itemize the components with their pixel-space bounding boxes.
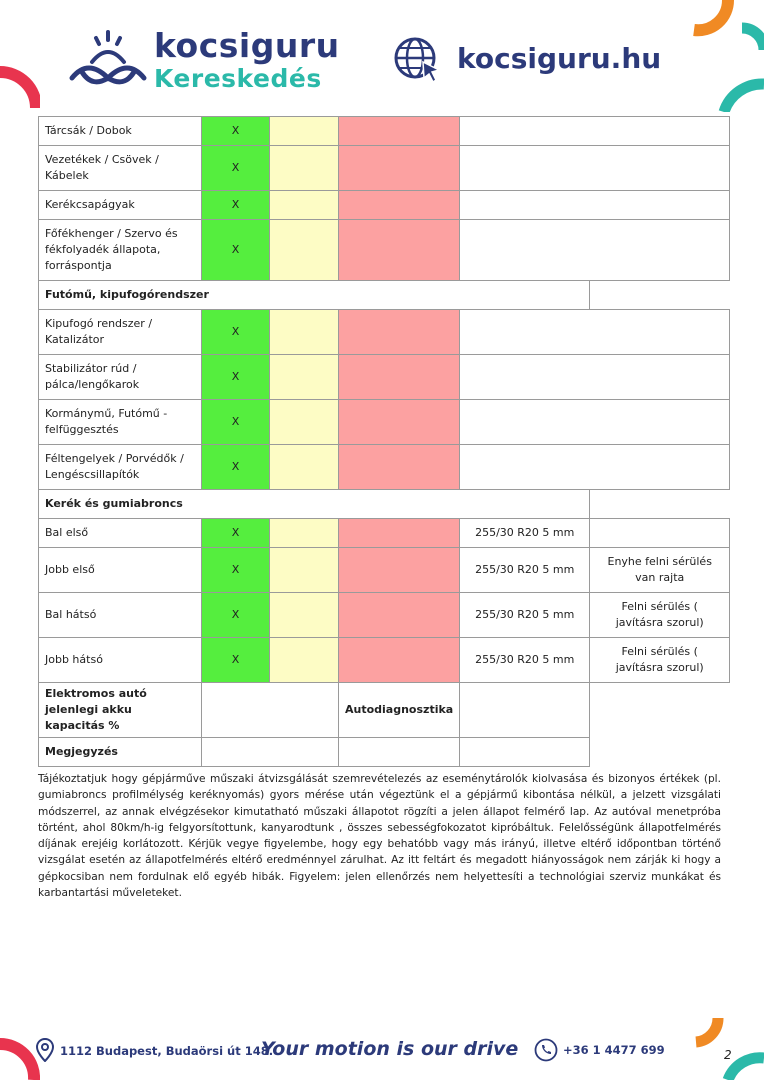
item-label: Kipufogó rendszer / Katalizátor xyxy=(39,310,202,355)
footer-slogan: Your motion is our drive xyxy=(261,1038,519,1060)
item-label: Főfékhenger / Szervo és fékfolyadék állapota, forráspontja xyxy=(39,220,202,281)
item-label: Kerékcsapágyak xyxy=(39,191,202,220)
status-ok-cell: X xyxy=(202,191,270,220)
comment-cell xyxy=(460,146,730,191)
comment-cell xyxy=(460,117,730,146)
item-label: Tárcsák / Dobok xyxy=(39,117,202,146)
website-url: kocsiguru.hu xyxy=(457,42,662,75)
status-fault-cell xyxy=(339,191,460,220)
page-footer xyxy=(0,1030,764,1080)
item-label: Vezetékek / Csövek / Kábelek xyxy=(39,146,202,191)
status-ok-cell: X xyxy=(202,593,270,638)
comment-cell xyxy=(460,220,730,281)
footer-address: 1112 Budapest, Budaörsi út 148. xyxy=(60,1044,274,1058)
notes-label: Megjegyzés xyxy=(39,738,202,767)
status-ok-cell: X xyxy=(202,638,270,683)
status-warning-cell xyxy=(270,355,339,400)
tire-note-cell: Enyhe felni sérülés van rajta xyxy=(590,548,730,593)
status-warning-cell xyxy=(270,519,339,548)
item-label: Bal első xyxy=(39,519,202,548)
status-fault-cell xyxy=(339,355,460,400)
battery-capacity-value xyxy=(202,683,339,738)
inspection-table-body xyxy=(39,117,730,767)
autodiagnostics-label: Autodiagnosztika xyxy=(339,683,460,738)
status-warning-cell xyxy=(270,593,339,638)
notes-cell xyxy=(339,738,460,767)
table-row xyxy=(39,519,730,548)
table-row xyxy=(39,355,730,400)
status-fault-cell xyxy=(339,445,460,490)
status-warning-cell xyxy=(270,445,339,490)
table-row xyxy=(39,146,730,191)
status-fault-cell xyxy=(339,117,460,146)
item-label: Jobb hátsó xyxy=(39,638,202,683)
status-ok-cell: X xyxy=(202,146,270,191)
table-section-row xyxy=(39,281,730,310)
item-label: Stabilizátor rúd / pálca/lengőkarok xyxy=(39,355,202,400)
globe-cursor-icon xyxy=(393,36,443,86)
tire-measure-cell: 255/30 R20 5 mm xyxy=(460,548,590,593)
comment-cell xyxy=(460,310,730,355)
tire-measure-cell: 255/30 R20 5 mm xyxy=(460,519,590,548)
status-warning-cell xyxy=(270,117,339,146)
comment-cell xyxy=(460,400,730,445)
table-row xyxy=(39,220,730,281)
status-ok-cell: X xyxy=(202,445,270,490)
comment-cell xyxy=(460,191,730,220)
status-warning-cell xyxy=(270,191,339,220)
battery-capacity-label: Elektromos autó jelenlegi akku kapacitás % xyxy=(39,683,202,738)
tire-note-cell: Felni sérülés ( javításra szorul) xyxy=(590,593,730,638)
notes-row xyxy=(39,738,730,767)
table-row xyxy=(39,117,730,146)
tire-measure-cell: 255/30 R20 5 mm xyxy=(460,593,590,638)
comment-cell xyxy=(460,445,730,490)
section-header: Kerék és gumiabroncs xyxy=(39,490,590,519)
tire-note-cell xyxy=(590,519,730,548)
status-fault-cell xyxy=(339,519,460,548)
autodiagnostics-value xyxy=(460,683,590,738)
table-row xyxy=(39,445,730,490)
tire-measure-cell: 255/30 R20 5 mm xyxy=(460,638,590,683)
brand-logo xyxy=(68,26,348,96)
status-ok-cell: X xyxy=(202,355,270,400)
battery-diagnostics-row xyxy=(39,683,730,738)
comment-cell xyxy=(460,355,730,400)
page-number: 2 xyxy=(724,1048,732,1062)
status-ok-cell: X xyxy=(202,310,270,355)
notes-cell xyxy=(202,738,339,767)
table-row xyxy=(39,191,730,220)
status-warning-cell xyxy=(270,548,339,593)
table-section-row xyxy=(39,490,730,519)
status-fault-cell xyxy=(339,638,460,683)
status-warning-cell xyxy=(270,220,339,281)
footer-phone: +36 1 4477 699 xyxy=(563,1043,665,1057)
item-label: Bal hátsó xyxy=(39,593,202,638)
status-warning-cell xyxy=(270,400,339,445)
inspection-table xyxy=(38,116,730,767)
status-ok-cell: X xyxy=(202,400,270,445)
item-label: Féltengelyek / Porvédők / Lengéscsillapítók xyxy=(39,445,202,490)
section-header: Futómű, kipufogórendszer xyxy=(39,281,590,310)
item-label: Kormánymű, Futómű - felfüggesztés xyxy=(39,400,202,445)
status-ok-cell: X xyxy=(202,519,270,548)
phone-icon xyxy=(534,1038,558,1062)
status-fault-cell xyxy=(339,548,460,593)
guru-mascot-icon xyxy=(68,28,148,92)
table-row xyxy=(39,593,730,638)
empty-cell xyxy=(590,738,730,767)
empty-cell xyxy=(590,683,730,738)
status-ok-cell: X xyxy=(202,548,270,593)
status-warning-cell xyxy=(270,638,339,683)
status-fault-cell xyxy=(339,400,460,445)
status-fault-cell xyxy=(339,220,460,281)
status-fault-cell xyxy=(339,310,460,355)
table-row xyxy=(39,548,730,593)
table-row xyxy=(39,310,730,355)
status-fault-cell xyxy=(339,146,460,191)
status-fault-cell xyxy=(339,593,460,638)
website-badge xyxy=(393,36,693,86)
status-ok-cell: X xyxy=(202,117,270,146)
table-row xyxy=(39,638,730,683)
page-header xyxy=(0,0,764,112)
item-label: Jobb első xyxy=(39,548,202,593)
tire-note-cell: Felni sérülés ( javításra szorul) xyxy=(590,638,730,683)
notes-cell xyxy=(460,738,590,767)
brand-name: kocsiguru xyxy=(154,26,340,65)
status-warning-cell xyxy=(270,310,339,355)
disclaimer-paragraph: Tájékoztatjuk hogy gépjárműve műszaki átvizsgálását szemrevételezés az eseménytárolók kiolvasása és bizonyos értékek (pl. gumiabroncs profilmélység keréknyomás) gyors mérése után végeztünk el a gépjármű kibontása nélkül, a jelzett vizsgálati módszerrel, az annak elvégzésekor kimutatható műszaki állapotot rögzíti a jelen állapot felmérő lap. Az autóval menetpróba történt, ahol 80km/h-ig felgyorsítottunk, kanyarodtunk , összes sebességfokozatot kipróbáltuk. Felelősségünk állapotfelmérés díjának erejéig korlátozott. Kérjük vegye figyelembe, hogy egy behatóbb vagy más irányú, illetve eltérő időpontban történő vizsgálat esetén az állapotfelmérés eltérő eredménnyel zárulhat. Az itt feltárt és megadott hiányosságok nem zárják ki hogy a gépkocsiban nem fordulnak elő egyéb hibák. Figyelem: jelen ellenőrzés nem helyettesíti a technológiai szerviz munkákat és karbantartási műveleteket. xyxy=(38,773,721,900)
location-pin-icon xyxy=(36,1038,54,1062)
table-row xyxy=(39,400,730,445)
brand-subtitle: Kereskedés xyxy=(154,64,322,93)
status-warning-cell xyxy=(270,146,339,191)
status-ok-cell: X xyxy=(202,220,270,281)
